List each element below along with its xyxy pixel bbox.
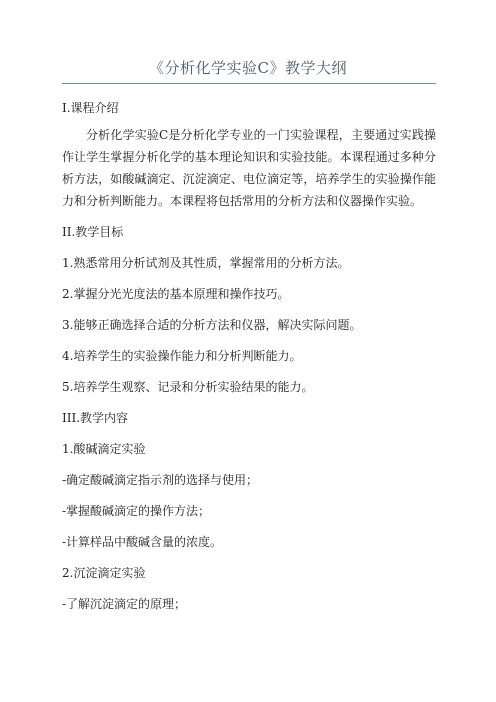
content-topic-title: 1.酸碱滴定实验 bbox=[62, 442, 146, 456]
content-topic-item: -掌握酸碱滴定的操作方法； bbox=[62, 504, 211, 518]
content-topic-title: 2.沉淀滴定实验 bbox=[62, 566, 146, 580]
content-topic-item: -计算样品中酸碱含量的浓度。 bbox=[62, 535, 223, 549]
document-title: 《分析化学实验C》教学大纲 bbox=[149, 59, 347, 77]
intro-paragraph: 分析化学实验C是分析化学专业的一门实验课程，主要通过实践操作让学生掌握分析化学的基本理论知识和实验技能。本课程通过多种分析方法，如酸碱滴定、沉淀滴定、电位滴定等，培养学生的实验操作能力和分析判断能力。本课程将包括常用的分析方法和仪器操作实验。 bbox=[62, 128, 436, 208]
title-underline bbox=[62, 83, 436, 84]
section-heading-intro: I.课程介绍 bbox=[62, 101, 119, 115]
goal-item: 2.掌握分光光度法的基本原理和操作技巧。 bbox=[62, 287, 290, 301]
document-body bbox=[62, 100, 436, 612]
section-heading-content: III.教学内容 bbox=[62, 411, 129, 425]
goal-item: 4.培养学生的实验操作能力和分析判断能力。 bbox=[62, 349, 302, 363]
section-heading-goals: II.教学目标 bbox=[62, 225, 124, 239]
goal-item: 1.熟悉常用分析试剂及其性质，掌握常用的分析方法。 bbox=[62, 256, 350, 270]
goal-item: 3.能够正确选择合适的分析方法和仪器，解决实际问题。 bbox=[62, 318, 362, 332]
content-topic-item: -确定酸碱滴定指示剂的选择与使用； bbox=[62, 473, 259, 487]
goal-item: 5.培养学生观察、记录和分析实验结果的能力。 bbox=[62, 380, 314, 394]
content-topic-item: -了解沉淀滴定的原理； bbox=[62, 597, 187, 611]
